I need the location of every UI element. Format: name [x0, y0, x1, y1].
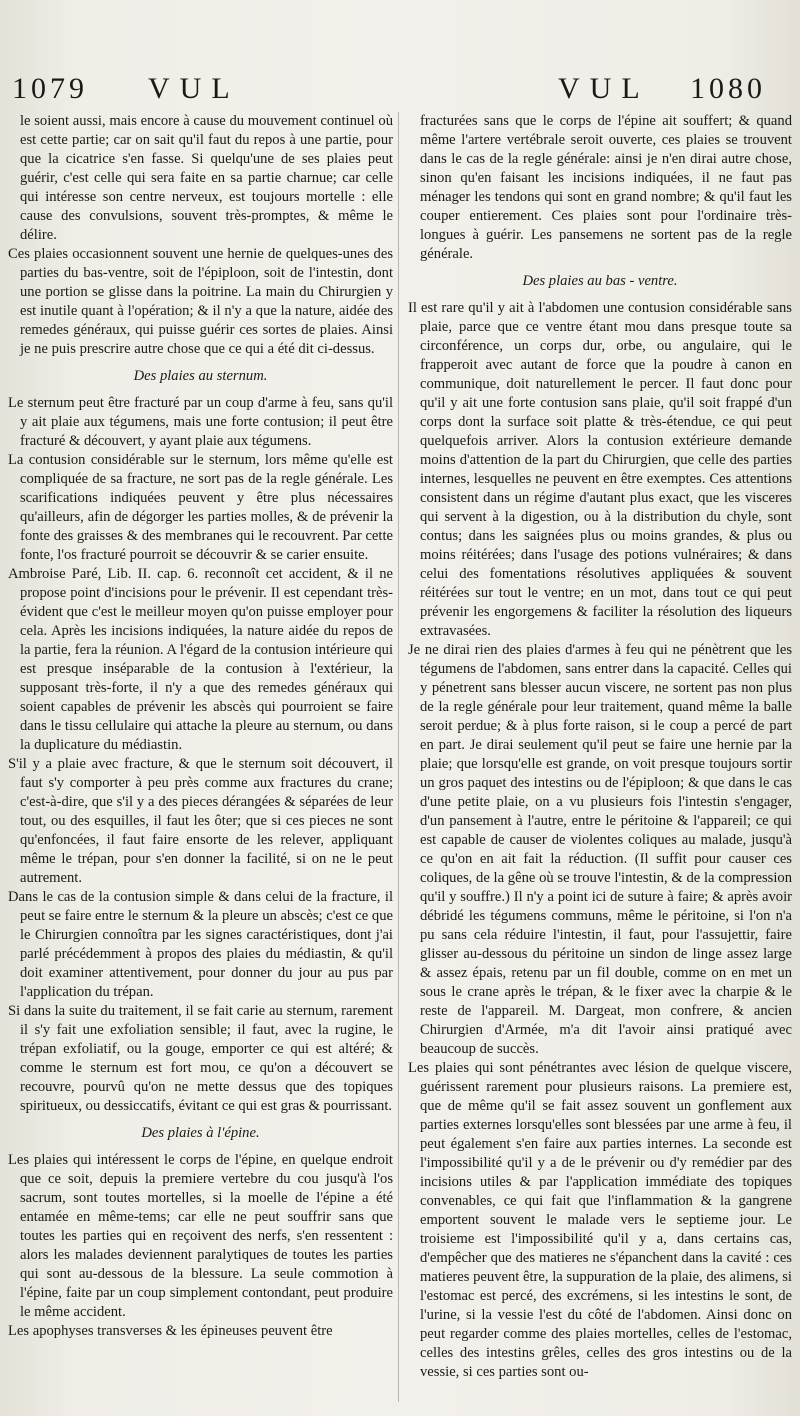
paragraph: Ces plaies occasionnent souvent une hernie de quelques-unes des parties du bas-ventre, soit de l'épiploon, soit de l'intestin, dont une portion se glisse dans la poitrine. La main du Chirurgien y est inutile quant à l'opération; & il n'y a que la nature, aidée des remedes généraux, qui puisse guérir ces sortes de plaies. Ainsi je ne puis prescrire autre chose que ce qui a été dit ci-dessus.	[8, 246, 393, 357]
running-head-left: VUL	[148, 72, 240, 105]
section-heading: Des plaies au sternum.	[133, 368, 268, 384]
paragraph: Ambroise Paré, Lib. II. cap. 6. reconnoît cet accident, & il ne propose point d'incisions pour le prévenir. Il est cependant très-évident que c'est le meilleur moyen qu'on puisse employer pour cela. Après les incisions indiquées, la nature aidée du repos de la partie, fera la réunion. A l'égard de la contusion intérieure qui est presque inséparable de la contusion à l'extérieur, la supposant très-forte, il n'y a que des remedes généraux qui soient capables de prévenir les abscès qui pourroient se faire dans le tissu cellulaire qui attache la pleure au sternum, ou dans la duplicature du médiastin.	[8, 566, 393, 753]
paragraph: La contusion considérable sur le sternum, lors même qu'elle est compliquée de sa fracture, ne sort pas de la regle générale. Les scarifications indiquées peuvent y être plus nécessaires qu'ailleurs, afin de dégorger les parties molles, & de prévenir la fonte des graisses & des membranes qui le recouvrent. Par cette fonte, l'os fracturé pourroit se découvrir & se carier ensuite.	[8, 452, 393, 563]
paragraph: Il est rare qu'il y ait à l'abdomen une contusion considérable sans plaie, parce que ce ventre étant mou dans presque toute sa circonférence, un corps dur, orbe, ou angulaire, qui le frapperoit avec autant de force que la poudre à canon en communique, doit naturellement le percer. Il faut donc pour qu'il y ait une forte contusion sans plaie, qu'il soit frappé d'un corps dont la surface soit platte & très-étendue, ce qui peut quelquefois arriver. Alors la contusion extérieure demande moins d'attention de la part du Chirurgien, que celle des parties internes, lesquelles ne peuvent en être exemptes. Ces attentions consistent dans un régime d'autant plus exact, que les visceres qui servent à la digestion, ou à la distribution du chyle, sont contus; dans les saignées plus ou moins grandes, & plus ou moins réitérées; dans l'usage des potions vulnéraires; & dans celui des fomentations résolutives appliquées & souvent réitérées sur tout le ventre; en un mot, dans tout ce qui peut prévenir les engorgemens & faciliter la résolution des liqueurs extravasées.	[408, 300, 792, 639]
page-number-left: 1079	[12, 72, 88, 105]
paragraph: Je ne dirai rien des plaies d'armes à feu qui ne pénètrent que les tégumens de l'abdomen, sans entrer dans la capacité. Celles qui y pénetrent sans blesser aucun viscere, ne sortent pas non plus de la regle générale pour leur traitement, quand même la balle seroit perdue; & à plus forte raison, si le coup a percé de part en part. Je dirai seulement qu'il peut se faire une hernie par la plaie; que lorsqu'elle est grande, on voit presque toujours sortir un gros paquet des intestins ou de l'épiploon; & que dans le cas d'une petite plaie, on a vu plusieurs fois l'intestin s'engager, d'un pansement à l'autre, entre le péritoine & l'appareil; ce qui est capable de causer de violentes coliques au malade, jusqu'à ce qu'on en ait fait la réduction. (Il suffit pour causer ces coliques, de la gêne où se trouve l'intestin, & de la compression qu'il y souffre.) Il n'y a point ici de suture à faire; & après avoir débridé les tégumens communs, même le péritoine, si l'on n'a pu sans cela réduire l'intestin, il faut, pour l'assujettir, faire glisser au-dessous du péritoine un sindon de linge assez large & assez épais, retenu par un fil double, comme on en met un sous le crane après le trépan, & le fixer avec la charpie & le reste de l'appareil. M. Dargeat, mon confrere, & ancien Chirurgien d'Armée, m'a dit l'avoir ainsi pratiqué avec beaucoup de succès.	[408, 642, 792, 1057]
left-column	[8, 112, 393, 1341]
section-heading: Des plaies à l'épine.	[141, 1125, 260, 1141]
paragraph: Les plaies qui intéressent le corps de l'épine, en quelque endroit que ce soit, depuis la premiere vertebre du cou jusqu'à l'os sacrum, sont toutes mortelles, si la moelle de l'épine a été entamée en même-tems; car elle ne peut souffrir sans que toutes les parties qui en reçoivent des nerfs, s'en ressentent : alors les malades deviennent paralytiques de toutes les parties qui sont au-dessous de la blessure. La seule commotion à l'épine, faite par un coup simplement contondant, peut produire le même accident.	[8, 1152, 393, 1320]
section-heading: Des plaies au bas - ventre.	[522, 273, 678, 289]
right-column	[408, 112, 792, 1382]
page-header	[0, 72, 800, 112]
column-divider	[398, 112, 399, 1402]
paragraph: Les plaies qui sont pénétrantes avec lésion de quelque viscere, guérissent rarement pour plusieurs raisons. La premiere est, que de même qu'il se fait assez souvent un gonflement aux parties externes lorsqu'elles sont blessées par une arme à feu, il peut également s'en faire aux parties internes. La seconde est l'impossibilité qu'il y a de le prévenir ou d'y remédier par des incisions utiles & par l'application immédiate des topiques convenables, ce qui fait que l'inflammation & la gangrene emportent souvent le malade vers le septieme jour. Le troisieme est l'impossibilité qu'il y a, dans certains cas, d'empêcher que des matieres ne s'épanchent dans la cavité : ces matieres peuvent être, la suppuration de la plaie, des alimens, si l'estomac est percé, des excrémens, si les intestins le sont, de l'urine, si la vessie l'est du côté de l'abdomen. Ainsi donc on peut regarder comme des plaies mortelles, celles de l'estomac, celles des intestins grêles, celles des gros intestins ou de la vessie, si ces parties sont ou-	[408, 1060, 792, 1380]
page-number-right: 1080	[690, 72, 766, 105]
paragraph: S'il y a plaie avec fracture, & que le sternum soit découvert, il faut s'y comporter à peu près comme aux fractures du crane; c'est-à-dire, que s'il y a des pieces dérangées & séparées de leur tout, ou des esquilles, il faut les ôter; que si ces pieces ne sont qu'enfoncées, il faut faire ensorte de les relever, appliquant même le trépan, pour s'en donner la facilité, si on ne le peut autrement.	[8, 756, 393, 886]
running-head-right: VUL	[558, 72, 650, 105]
paragraph: Les apophyses transverses & les épineuses peuvent être	[8, 1323, 333, 1339]
paragraph: Dans le cas de la contusion simple & dans celui de la fracture, il peut se faire entre le sternum & la pleure un abscès; c'est ce que le Chirurgien connoîtra par les signes caractéristiques, dont j'ai parlé précédemment à propos des plaies du médiastin, & qu'il doit examiner attentivement, pour donner du jour au pus par l'application du trépan.	[8, 889, 393, 1000]
paragraph: Si dans la suite du traitement, il se fait carie au sternum, rarement il s'y fait une exfoliation sensible; il faut, avec la rugine, le trépan exfoliatif, ou la gouge, emporter ce qui est altéré; & comme le sternum est fort mou, ce qu'on a découvert se recouvre, pourvû qu'on ne mette dessus que des topiques spiritueux, ou dessiccatifs, évitant ce qui est gras & pourrissant.	[8, 1003, 393, 1114]
paragraph: fracturées sans que le corps de l'épine ait souffert; & quand même l'artere vertébrale seroit ouverte, ces plaies se trouvent dans le cas de la regle générale: ainsi je n'en dirai autre chose, sinon qu'en faisant les incisions indiquées, il ne faut pas ménager les tendons qui sont en grand nombre; & qu'il faut les couper entierement. Ces plaies sont pour l'ordinaire très-longues à guérir. Les pansemens ne sortent pas de la regle générale.	[420, 113, 792, 262]
paragraph: Le sternum peut être fracturé par un coup d'arme à feu, sans qu'il y ait plaie aux tégumens, mais une forte contusion; il peut être fracturé & découvert, y ayant plaie aux tégumens.	[8, 395, 393, 449]
paragraph: le soient aussi, mais encore à cause du mouvement continuel où est cette partie; car on sait qu'il faut du repos à une partie, pour que la cicatrice s'en fasse. Si quelqu'une de ses plaies peut guérir, c'est celle qui sera faite en sa partie charnue; car celle qui intéresse son centre nerveux, est toujours mortelle : elle cause des convulsions, souvent très-promptes, & même le délire.	[20, 113, 393, 243]
